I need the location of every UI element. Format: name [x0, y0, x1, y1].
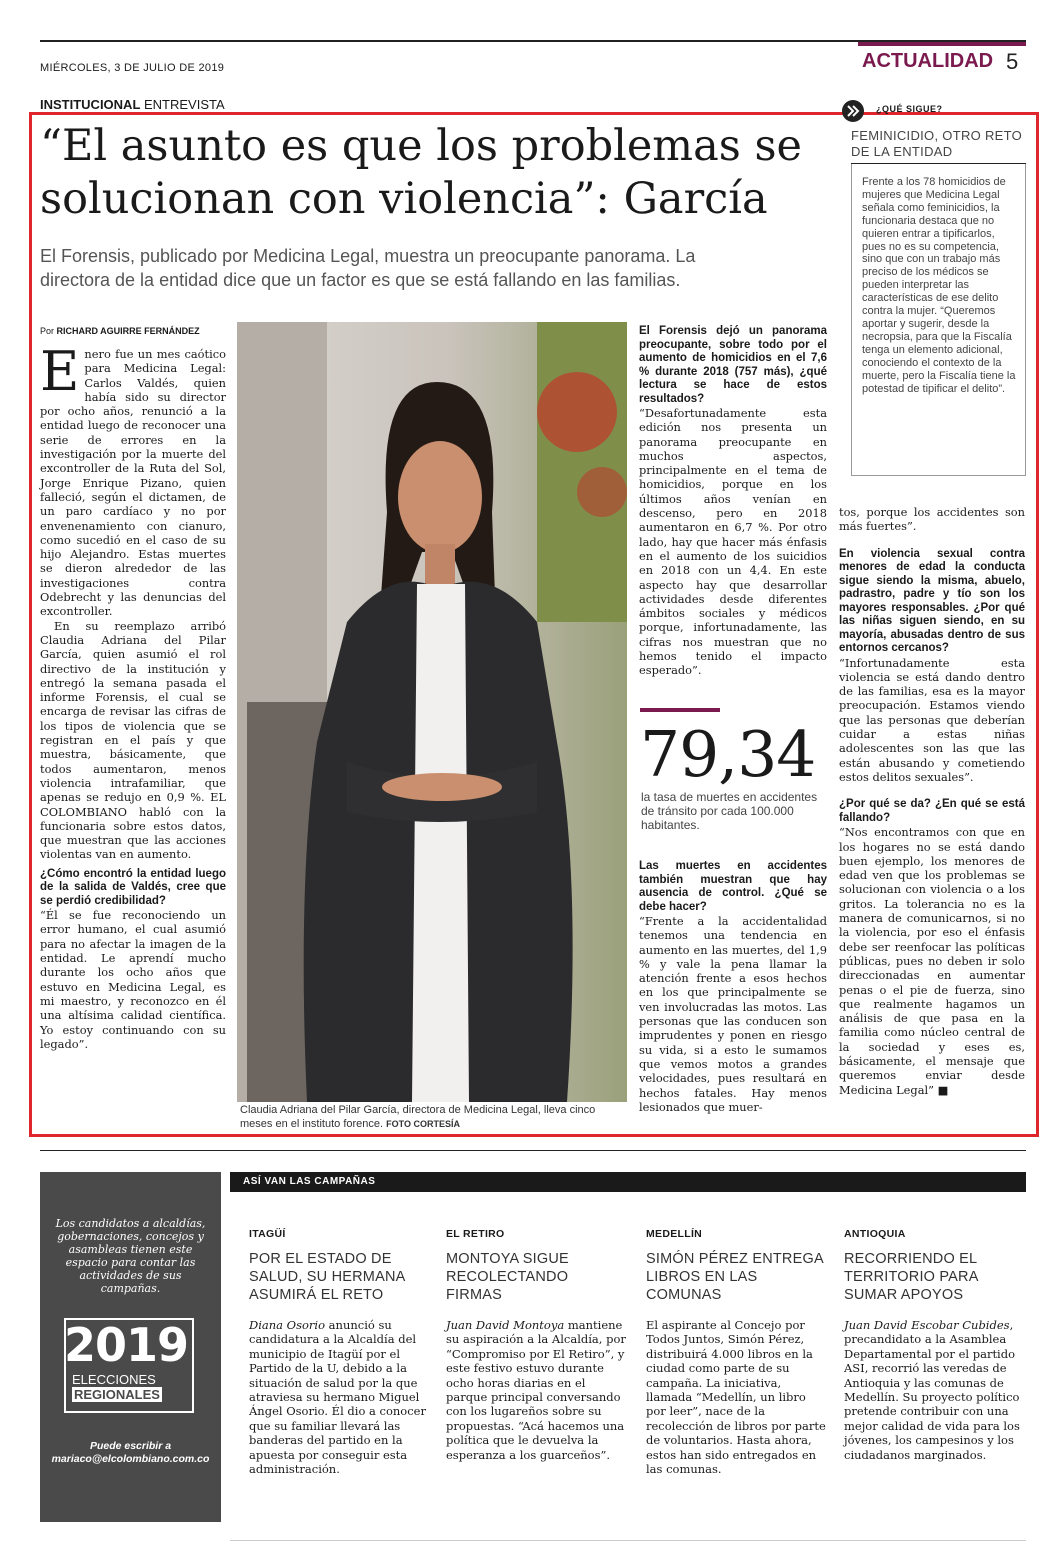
- elections-logo-line-1: ELECCIONES: [72, 1372, 156, 1387]
- chevron-right-icon: [842, 100, 864, 122]
- article-column-4: [839, 505, 1025, 1097]
- campaign-item-1: [249, 1228, 429, 1476]
- campaign-location: EL RETIRO: [446, 1228, 505, 1240]
- headline-line-2: solucionan con violencia”: García: [40, 174, 768, 224]
- campaign-text: anunció su candidatura a la Alcaldía del municipio de Itagüí por el Partido de la U, debido a la situación de salud por la que atraviesa su hermano Miguel Ángel Osorio. Él dio a conocer que su familiar llevará las banderas del partido en la apuesta por conseguir esta administración.: [249, 1318, 426, 1477]
- campaigns-bottom-rule: [230, 1540, 1026, 1541]
- campaign-location: ANTIOQUIA: [844, 1228, 906, 1240]
- campaign-item-2: [446, 1228, 626, 1462]
- question-5: ¿Por qué se da? ¿En qué se está fallando?: [839, 798, 1025, 824]
- question-1: ¿Cómo encontró la entidad luego de la salida de Valdés, cree que se perdió credibilidad?: [40, 867, 226, 907]
- article-column-3-lower: [639, 860, 827, 1114]
- contact-label: Puede escribir a: [89, 1440, 172, 1452]
- campaign-item-4: [844, 1228, 1024, 1462]
- article-column-3: [639, 325, 827, 678]
- portrait-photo: [237, 322, 627, 1102]
- campaign-person: Diana Osorio: [249, 1318, 326, 1332]
- dek: [40, 244, 830, 292]
- campaign-body: [446, 1318, 626, 1462]
- byline-prefix: Por: [40, 326, 57, 336]
- campaign-title: SIMÓN PÉREZ ENTREGA LIBROS EN LAS COMUNAS: [646, 1251, 824, 1303]
- campaign-title: MONTOYA SIGUE RECOLECTANDO FIRMAS: [446, 1251, 569, 1303]
- question-2: El Forensis dejó un panorama preocupante, sobre todo por el aumento de homicidios en el 7,6 % durante 2018 (757 más), ¿qué lectura se hace de estos resultados?: [639, 325, 827, 405]
- dropcap: E: [40, 340, 80, 403]
- answer-4: “Infortunadamente esta violencia se está dando dentro de las familias, esa es la mayor preocupación. Estamos viendo que las personas que deberían cuidar a estas niñas adolescentes son las que las están abusando y cometiendo estos delitos sexuales”.: [839, 655, 1025, 784]
- dek-line-1: El Forensis, publicado por Medicina Legal, muestra un preocupante panorama. La: [40, 246, 696, 266]
- campaign-person: Juan David Montoya: [446, 1318, 565, 1332]
- paragraph-1: nero fue un mes caótico para Medicina Legal: Carlos Valdés, quien había sido su director por ocho años, renunció a la entidad luego de reconocer una serie de errores en la investigación por la muerte del excontroller de la Ruta del Sol, Jorge Enrique Pizano, quien falleció, según el dictamen, de un paro cardíaco y no por envenenamiento con cianuro, como sucedió en el caso de su hijo Alejandro. Estas muertes se dieron alrededor de las investigaciones contra Odebrecht y las denuncias del excontroller.: [40, 347, 226, 619]
- answer-3: “Frente a la accidentalidad tenemos una tendencia en aumento en las muertes, del 1,9 % y vale la pena llamar la atención frente a esos hechos en los que principalmente se ven involucradas las motos. Las personas que las conducen son imprudentes y ponen en riesgo su vida, si a esto le sumamos que vemos motos a grandes velocidades, pues resultará en hechos fatales. Hay menos lesionados que muer-: [639, 914, 827, 1114]
- sidebar-title: FEMINICIDIO, OTRO RETO DE LA ENTIDAD: [851, 128, 1023, 159]
- article-kicker: [40, 97, 225, 112]
- byline-author: RICHARD AGUIRRE FERNÁNDEZ: [56, 326, 200, 336]
- campaigns-intro: Los candidatos a alcaldías, gobernaciones, concejos y asambleas tienen este espacio para contar las actividades de sus campañas.: [55, 1217, 206, 1295]
- contact-email[interactable]: mariaco@elcolombiano.com.co: [51, 1453, 210, 1465]
- answer-5: “Nos encontramos con que en los hogares no se está dando buen ejemplo, los menores de edad ven que los problemas se solucionan con violencia o a los gritos. La tolerancia no es la manera de comunicarnos, si no la violencia, por eso el énfasis debe ser reenfocar las políticas públicas, pues no deben ir solo direccionadas en aumentar penas o el pie de fuerza, sino que realmente hagamos un análisis de que pasa en la familia como núcleo central de la sociedad y eses es, básicamente, el mensaje que queremos enviar desde Medicina Legal” ■: [839, 825, 1025, 1097]
- campaign-text: , precandidato a la Asamblea Departamental por el partido ASI, recorrió las veredas de Antioquia y las comunas de Medellín. Su proyecto político pretende contribuir con una mejor calidad de vida para los jóvenes, los campesinos y los ciudadanos marginados.: [844, 1318, 1020, 1462]
- answer-2: “Desafortunadamente esta edición nos presenta un panorama preocupante en muchos aspectos, principalmente en el tema de homicidios, porque en los últimos años venían en descenso, pero en 2018 aumentaron en 6,7 %. Por otro lado, hay que hacer más énfasis en el aumento de los suicidios en 2018 con un 4,4. En este aspecto hay que desarrollar actividades desde diferentes ámbitos sociales y médicos porque, infortunadamente, las cifras nos muestran que no hemos tenido el impacto esperado”.: [639, 406, 827, 678]
- campaign-item-3: [646, 1228, 826, 1476]
- kicker-bold: INSTITUCIONAL: [40, 97, 141, 112]
- answer-3-continued: tos, porque los accidentes son más fuertes”.: [839, 505, 1025, 534]
- elections-logo-year: 2019: [64, 1318, 189, 1372]
- answer-1: “Él se fue reconociendo un error humano, el cual asumió para no afectar la imagen de la entidad. Le aprendí mucho durante los ocho años que estuvo en Medicina Legal, es mi maestro, y reconozco en él una altísima calidad científica. Yo estoy continuando con su legado”.: [40, 908, 226, 1051]
- stat-accent-bar: [640, 708, 720, 712]
- campaign-body: [646, 1318, 826, 1476]
- campaign-location: ITAGÜÍ: [249, 1228, 286, 1240]
- dek-line-2: directora de la entidad dice que un factor es que se está fallando en las familias.: [40, 270, 681, 290]
- stat-label: la tasa de muertes en accidentes de tránsito por cada 100.000 habitantes.: [641, 790, 818, 832]
- headline: [40, 120, 840, 226]
- section-name: ACTUALIDAD: [862, 50, 994, 72]
- photo-caption: [240, 1104, 630, 1131]
- paragraph-2: En su reemplazo arribó Claudia Adriana del Pilar García, quien asumió el rol directivo de la institución y entregó la semana pasada el informe Forensis, el cual se encarga de revisar las cifras de los tipos de violencia que se registran en el país y que muestra, básicamente, que todos aumentaron, menos violencia intrafamiliar, que apenas se redujo en 0,9 %. EL COLOMBIANO habló con la funcionaria sobre estos datos, que muestran que las acciones violentas van en aumento.: [40, 618, 226, 862]
- elections-logo-line-2: REGIONALES: [74, 1387, 160, 1402]
- question-4: En violencia sexual contra menores de edad la conducta sigue siendo la misma, abuelo, padrastro, padre y tío son los mayores responsables. ¿Por qué las niñas siguen siendo, en su mayoría, abusadas dentro de sus entornos cercanos?: [839, 547, 1025, 655]
- article-column-1: [40, 340, 226, 1051]
- campaign-title: POR EL ESTADO DE SALUD, SU HERMANA ASUMIRÁ EL RETO: [249, 1251, 405, 1303]
- headline-line-1: “El asunto es que los problemas se: [40, 121, 802, 171]
- sidebar-text: Frente a los 78 homicidios de mujeres que Medicina Legal señala como feminicidios, la funcionaria destaca que no quieren entrar a tipificarlos, pues no es su competencia, sino que con un trabajo más preciso de los médicos se pueden interpretar las características de ese delito contra la mujer. “Queremos aportar y sugerir, desde la necropsia, para que la Fiscalía tenga un elemento adicional, conociendo el contexto de la muerte, pero la Fiscalía tiene la potestad de tipificar el delito”.: [862, 176, 1016, 395]
- sidebar-kicker: ¿QUÉ SIGUE?: [876, 104, 943, 114]
- elections-logo-text: [72, 1372, 192, 1402]
- stat-value: 79,34: [640, 718, 816, 791]
- campaign-body: [844, 1318, 1024, 1462]
- campaign-text: El aspirante al Concejo por Todos Juntos, Simón Pérez, distribuirá 4.000 libros en la ciudad como parte de su campaña. La iniciativa, llamada “Medellín, un libro por leer”, nace de la recolección de libros por parte de voluntarios. Hasta ahora, estos han sido entregados en las comunas.: [646, 1318, 826, 1477]
- campaigns-contact: [48, 1440, 213, 1466]
- portrait-illustration: [237, 322, 627, 1102]
- caption-text: Claudia Adriana del Pilar García, directora de Medicina Legal, lleva cinco meses en el instituto forence.: [240, 1104, 596, 1130]
- campaign-title: RECORRIENDO EL TERRITORIO PARA SUMAR APOYOS: [844, 1251, 978, 1303]
- campaign-location: MEDELLÍN: [646, 1228, 703, 1240]
- campaign-person: Juan David Escobar Cubides: [844, 1318, 1010, 1332]
- page-number: 5: [1006, 49, 1019, 74]
- campaign-text: mantiene su aspiración a la Alcaldía, por “Compromiso por El Retiro”, y este festivo estuvo durante ocho horas diarias en el parque principal conversando con los lugareños sobre su propuestas. “Acá hacemos una política que le devuelva la esperanza a los guarceños”.: [446, 1318, 626, 1462]
- section-divider: [40, 1150, 1026, 1151]
- issue-date: MIÉRCOLES, 3 DE JULIO DE 2019: [40, 62, 225, 74]
- byline: [40, 326, 200, 336]
- campaigns-header: ASÍ VAN LAS CAMPAÑAS: [243, 1176, 376, 1187]
- campaign-body: [249, 1318, 429, 1476]
- caption-credit: FOTO CORTESÍA: [386, 1118, 460, 1129]
- section-accent-bar: [858, 42, 1026, 46]
- question-3: Las muertes en accidentes también muestran que hay ausencia de control. ¿Qué se debe hacer?: [639, 860, 827, 913]
- kicker-rest: ENTREVISTA: [140, 97, 225, 112]
